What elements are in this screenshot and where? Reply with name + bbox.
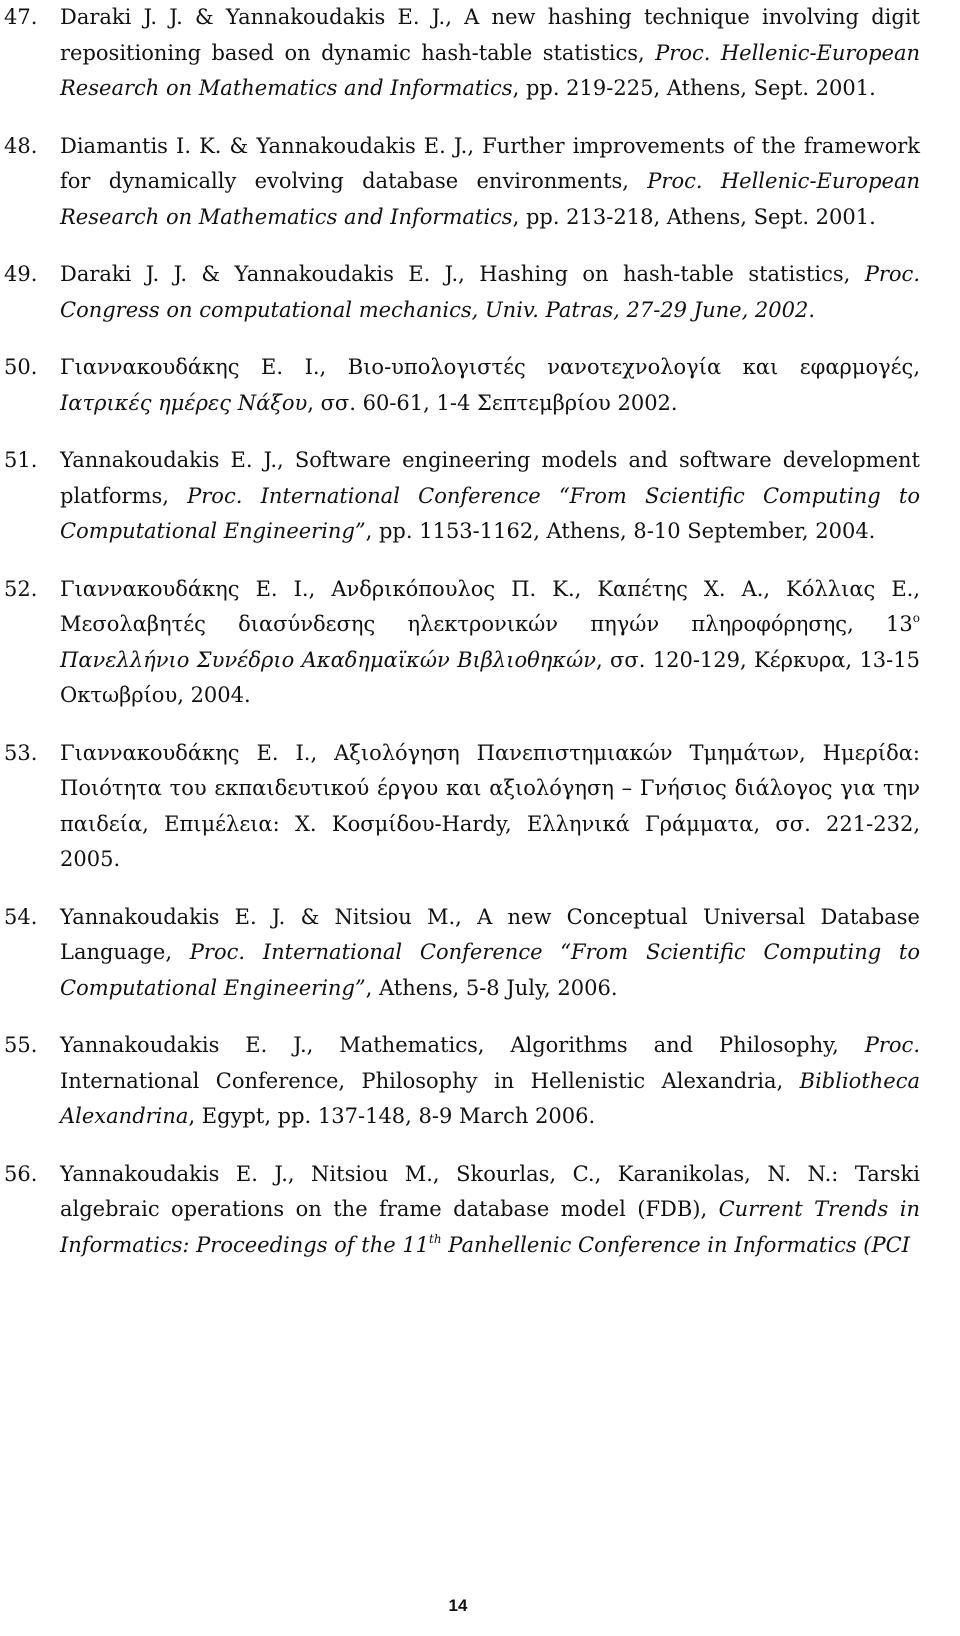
reference-authors-title: Yannakoudakis E. J., Nitsiou M., Skourlas, C., Karanikolas, N. N.: Tarski algebraic operations on the frame database model (FDB),: [60, 1161, 920, 1221]
reference-details: , pp. 219-225, Athens, Sept. 2001.: [512, 76, 876, 100]
reference-number: 53.: [4, 740, 38, 765]
reference-number: 54.: [4, 904, 38, 929]
reference-venue: Proc. Hellenic-European Research on Mathematics and Informatics: [60, 40, 920, 100]
ordinal-superscript: th: [429, 1231, 442, 1246]
reference-list: [4, 0, 920, 1285]
reference-authors-title: Yannakoudakis E. J. & Nitsiou M., A new Conceptual Universal Database Language,: [60, 904, 920, 964]
reference-text: [60, 736, 920, 878]
reference-number: 51.: [4, 448, 38, 472]
reference-venue: Proc. International Conference “From Scientific Computing to Computational Engineering”: [60, 940, 921, 1000]
reference-authors-title: Daraki J. J. & Yannakoudakis E. J., Hashing on hash-table statistics,: [60, 262, 865, 286]
reference-authors-title: Daraki J. J. & Yannakoudakis E. J., A new hashing technique involving digit repositioning based on dynamic hash-table statistics,: [60, 5, 920, 65]
reference-details: , pp. 1153-1162, Athens, 8-10 September, 2004.: [365, 519, 876, 543]
reference-text: [60, 0, 920, 107]
reference-number: 47.: [4, 5, 38, 29]
reference-proc: Proc.: [864, 1033, 920, 1057]
reference-item: [4, 0, 920, 107]
reference-text: [60, 257, 920, 328]
reference-details: , Egypt, pp. 137-148, 8-9 March 2006.: [188, 1104, 596, 1128]
reference-venue: Proc. International Conference “From Scientific Computing to Computational Engineering”: [60, 483, 920, 543]
reference-item: [4, 1028, 920, 1135]
reference-details: , pp. 213-218, Athens, Sept. 2001.: [512, 204, 876, 229]
reference-authors-title: Γιαννακουδάκης Ε. Ι., Βιο-υπολογιστές νανοτεχνολογία και εφαρμογές,: [60, 355, 920, 379]
reference-venue: Proc. Hellenic-European Research on Mathematics and Informatics: [60, 169, 920, 229]
reference-text: [60, 443, 920, 550]
reference-authors-title: Yannakoudakis E. J., Software engineering models and software development platforms,: [60, 448, 920, 508]
reference-text: [60, 900, 920, 1007]
reference-authors-title: Γιαννακουδάκης Ε. Ι., Ανδρικόπουλος Π. Κ., Καπέτης Χ. Α., Κόλλιας Ε., Μεσολαβητές διασύνδεσης ηλεκτρονικών πηγών πληροφόρησης, 13: [60, 576, 920, 636]
reference-item: [4, 257, 920, 328]
reference-number: 52.: [4, 576, 38, 601]
reference-conference: International Conference, Philosophy in Hellenistic Alexandria,: [60, 1068, 800, 1093]
reference-text: [60, 1028, 920, 1135]
reference-item: [4, 350, 920, 421]
page-number: 14: [448, 1596, 468, 1615]
reference-text: [60, 129, 920, 236]
reference-details: , σσ. 120-129, Κέρκυρα, 13-15 Οκτωβρίου, 2004.: [60, 647, 920, 707]
reference-venue: Ιατρικές ημέρες Νάξου: [60, 390, 308, 415]
reference-venue-continued: Panhellenic Conference in Informatics (PCI: [441, 1232, 910, 1257]
reference-number: 55.: [4, 1033, 38, 1057]
reference-venue: Current Trends in Informatics: Proceedings of the 11: [60, 1197, 920, 1257]
ordinal-superscript: ο: [912, 611, 920, 625]
reference-number: 49.: [4, 262, 38, 286]
reference-item: [4, 736, 920, 878]
reference-item: [4, 572, 920, 714]
reference-item: [4, 1157, 920, 1264]
reference-venue: Bibliotheca Alexandrina: [60, 1068, 920, 1128]
reference-item: [4, 129, 920, 236]
reference-venue: Πανελλήνιο Συνέδριο Ακαδημαϊκών Βιβλιοθηκών: [60, 647, 596, 672]
reference-number: 48.: [4, 133, 38, 158]
reference-details: , Athens, 5-8 July, 2006.: [365, 975, 618, 1000]
reference-text: [60, 350, 920, 421]
reference-authors-title: Diamantis I. K. & Yannakoudakis E. J., Further improvements of the framework for dynamically evolving database environments,: [60, 133, 920, 193]
reference-item: [4, 900, 920, 1007]
reference-venue: Proc. Congress on computational mechanics, Univ. Patras, 27-29 June, 2002.: [60, 262, 920, 322]
reference-number: 56.: [4, 1161, 38, 1186]
reference-authors-title: Γιαννακουδάκης Ε. Ι., Αξιολόγηση Πανεπιστημιακών Τμημάτων, Ημερίδα: Ποιότητα του εκπαιδευτικού έργου και αξιολόγηση – Γνήσιος διάλογος για την παιδεία, Επιμέλεια: Χ. Κοσμίδου-Hardy, Ελληνικά Γράμματα, σσ. 221-232, 2005.: [60, 740, 920, 871]
reference-text: [60, 572, 920, 714]
reference-authors-title: Yannakoudakis E. J., Mathematics, Algorithms and Philosophy,: [60, 1033, 865, 1057]
reference-item: [4, 443, 920, 550]
reference-text: [60, 1157, 920, 1264]
reference-number: 50.: [4, 355, 38, 379]
reference-details: , σσ. 60-61, 1-4 Σεπτεμβρίου 2002.: [307, 390, 678, 415]
